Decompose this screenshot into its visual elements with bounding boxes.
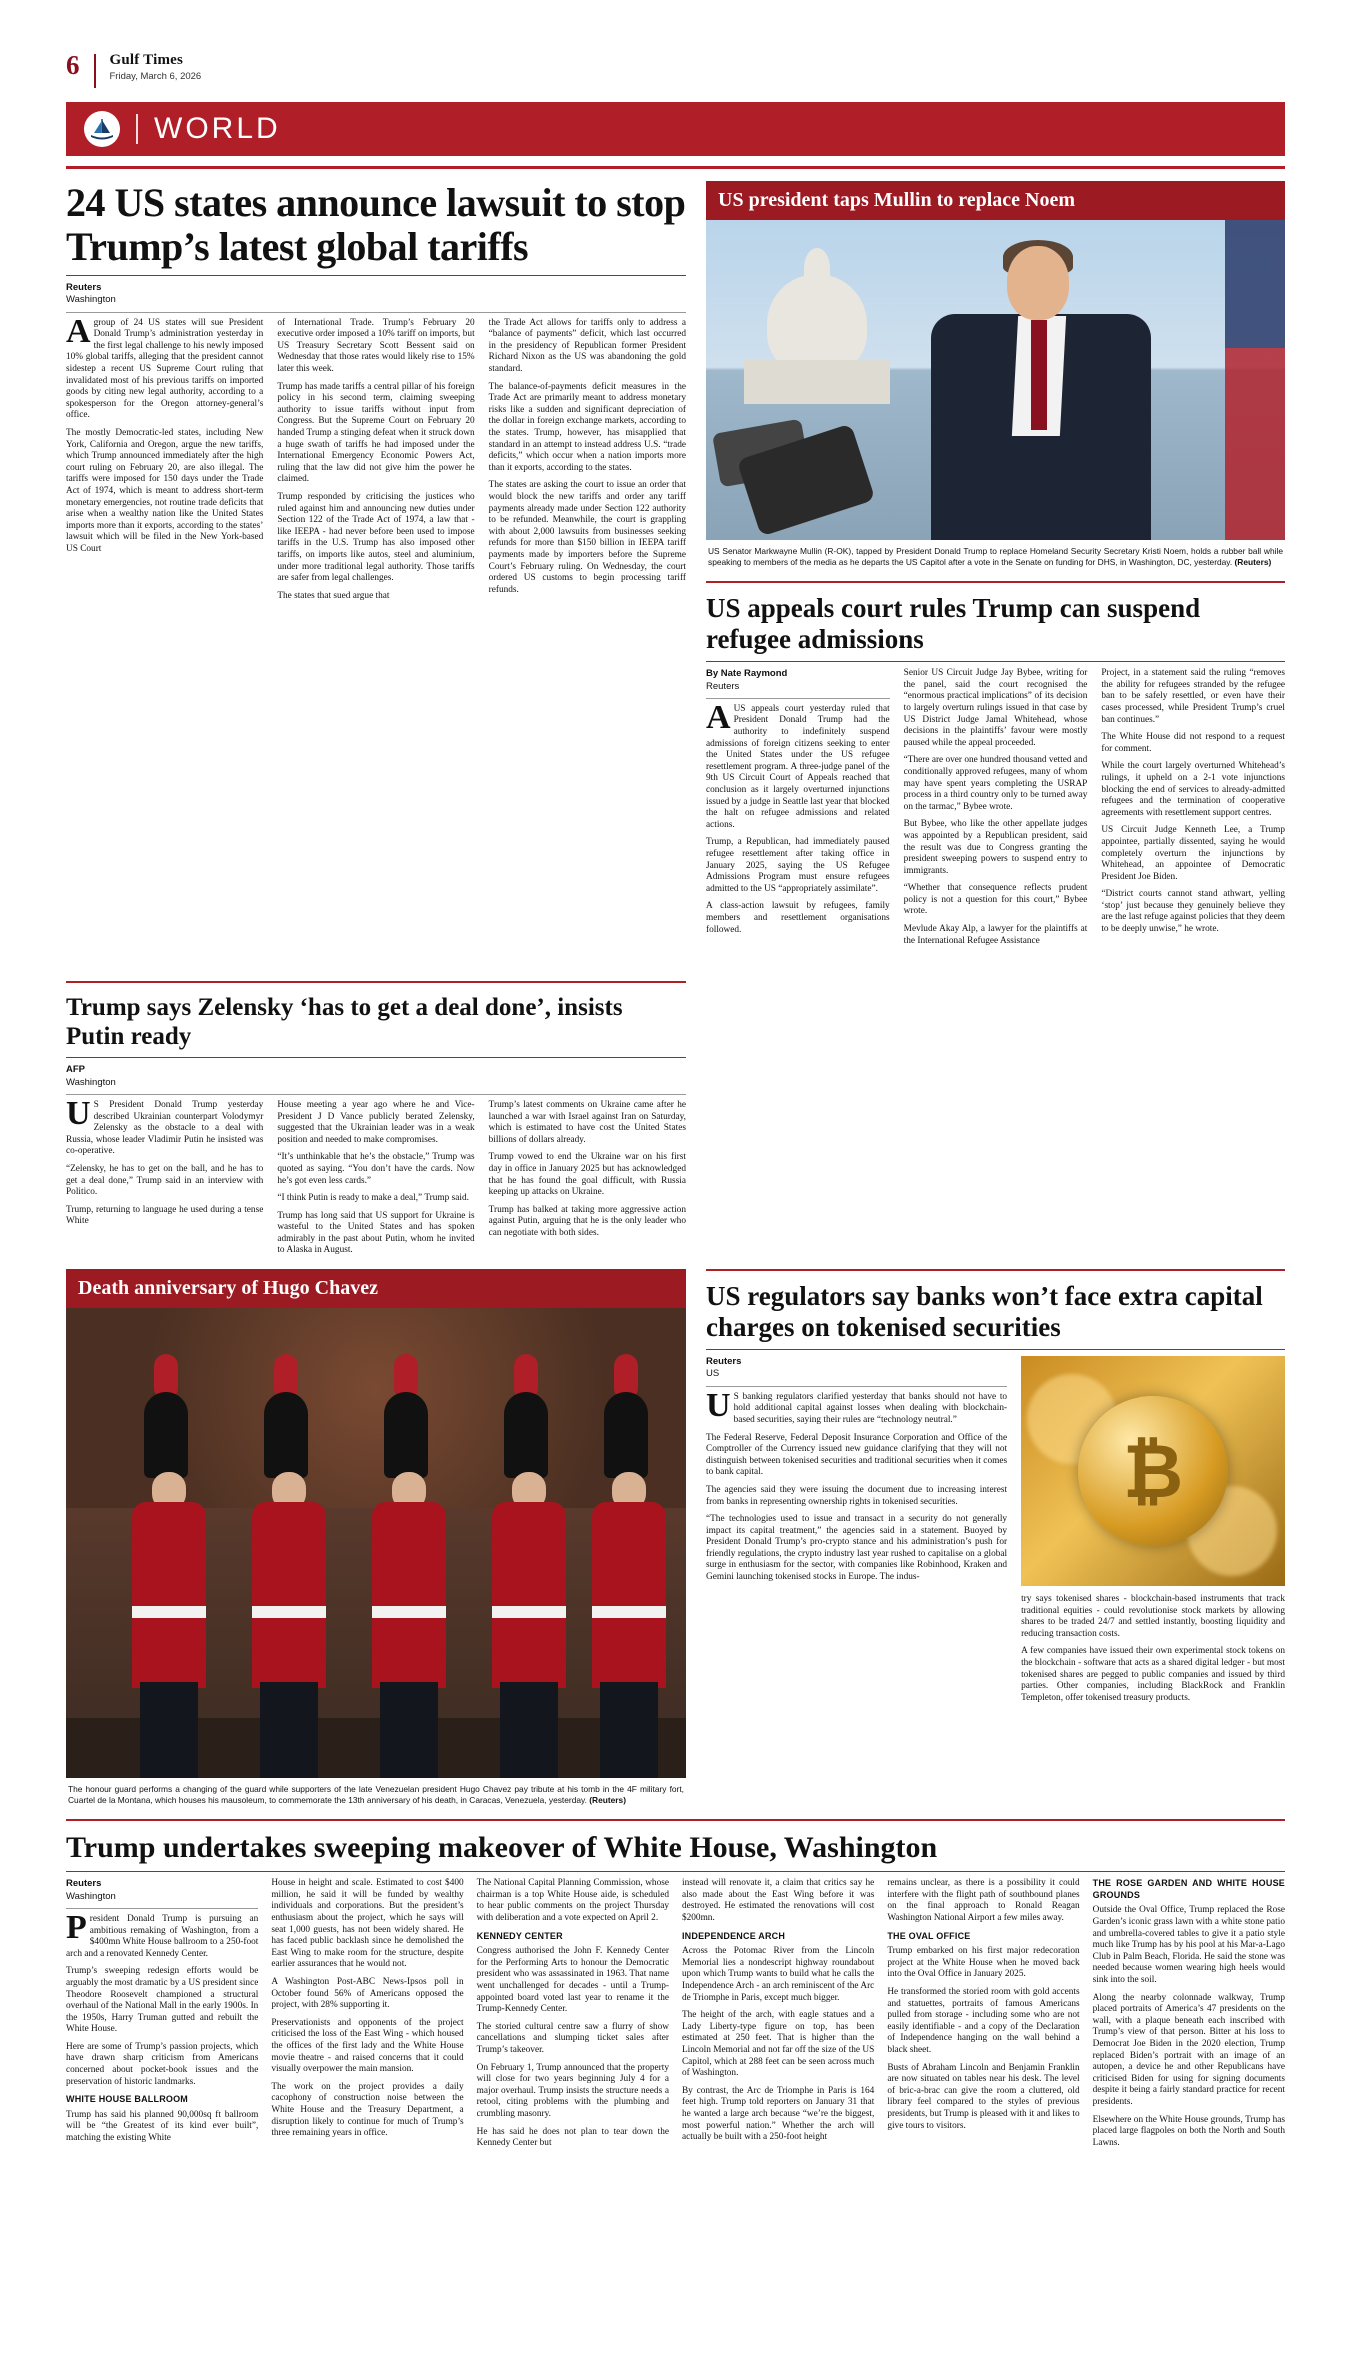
zelensky-para: Trump has balked at taking more aggressive action against Putin, arguing that he is the only leader who can negotiate with both sides. [488, 1204, 686, 1238]
lower-area [66, 1269, 1285, 1805]
lead-para: of International Trade. Trump’s February 20 executive order imposed a 10% tariff on imports, but US Treasury Secretary Scott Bessent said on Wednesday that those rates would likely rise to 15% later this week. [277, 317, 475, 375]
tokenised-para: US banking regulators clarified yesterday that banks should not have to hold additional capital against losses when dealing with blockchain-based securities, saying their rules are “technology neutral.” [706, 1386, 1008, 1425]
tokenised-byline-place: US [706, 1368, 720, 1380]
whitehouse-col-3 [477, 1878, 669, 2155]
top-area [66, 181, 1285, 953]
masthead [66, 0, 1285, 88]
whitehouse-subhead: THE OVAL OFFICE [887, 1930, 971, 1941]
whitehouse-byline [66, 1878, 258, 1903]
tokenised-byline [706, 1356, 1007, 1381]
refugee-para: While the court largely overturned Whitehead’s rulings, it upheld on a 2-1 vote injunctions blocking the end of services to already-admitted refugees and the termination of cooperative agreements with resettlement support centres. [1101, 761, 1286, 818]
photo-caption-chavez [66, 1778, 686, 1805]
zelensky-para: Trump, returning to language he used during a tense White [66, 1204, 264, 1227]
tokenised-columns [706, 1356, 1285, 1710]
refugee-para: The White House did not respond to a request for comment. [1101, 732, 1286, 754]
tokenised-para: The Federal Reserve, Federal Deposit Insurance Corporation and Office of the Comptroller of the Currency issued new guidance clarifying that they will not distinguish between tokenised securities and traditional securities when it comes to bank capital. [706, 1432, 1008, 1478]
lead-para: the Trade Act allows for tariffs only to address a “balance of payments” deficit, which last occurred in the presidency of Republican former President Richard Nixon as the US was abandoning the gold standard. [488, 317, 686, 375]
refugee-columns [706, 668, 1285, 953]
lead-byline-source: Reuters [66, 282, 102, 293]
refugee-byline [706, 668, 890, 693]
flag-backdrop [1225, 220, 1285, 540]
whitehouse-para: The work on the project provides a daily cacophony of construction noise between the White House and the Treasury Department, a disruption likely to continue for much of Trump’s three remaining years in office. [271, 2081, 464, 2139]
refugee-para: Trump, a Republican, had immediately paused refugee resettlement after taking office in January 2025, saying the US Refugee Admissions Program must ensure refugees admitted to the US “appropriately assimilate”. [706, 837, 890, 894]
whitehouse-para: Here are some of Trump’s passion projects, which have drawn sharp criticism from Americans concerned about pocket-book issues and the preservation of historic landmarks. [66, 2041, 259, 2087]
masthead-divider [94, 54, 96, 88]
photo-mullin [706, 220, 1285, 540]
whitehouse-columns [66, 1878, 1285, 2155]
whitehouse-col-4 [682, 1878, 874, 2155]
zelensky-columns [66, 1094, 686, 1263]
tokenised-para: “The technologies used to issue and transact in a security do not generally impact its capital treatment,” the agencies said in a statement. Buoyed by President Donald Trump’s pro-crypto stance and his administration’s push for friendly regulations, the crypto industry last year rushed to capitalise on a global surge in enthusiasm for the sector, with companies like Robinhood, Kraken and Gemini launching tokenised stocks in Europe. The indus- [706, 1514, 1008, 1583]
zelensky-para: Trump vowed to end the Ukraine war on his first day in office in January 2025 but has acknowledged that he has found the goal difficult, with Russia keeping up attacks on Ukraine. [488, 1152, 686, 1198]
lead-col-3 [489, 318, 686, 609]
caption-credit: (Reuters) [1234, 556, 1272, 567]
photo-chavez-guard [66, 1308, 686, 1778]
photo-title-chavez: Death anniversary of Hugo Chavez [66, 1269, 686, 1308]
whitehouse-byline-source: Reuters [66, 1878, 102, 1890]
tokenised-para: try says tokenised shares - blockchain-based instruments that track traditional equities - could revolutionise stock markets by allowing shares to be traded 24/7 and settled instantly, boosting liquidity and reducing transaction costs. [1021, 1594, 1285, 1639]
refugee-byline-rule [706, 698, 890, 699]
zelensky-rule [66, 981, 686, 983]
zelensky-col-1 [66, 1094, 264, 1263]
whitehouse-subhead: THE ROSE GARDEN AND WHITE HOUSE GROUNDS [1092, 1878, 1285, 1900]
refugee-para: “There are over one hundred thousand vetted and conditionally approved refugees, many of whom may have spent years completing the USRAP process in a third country only to be turned away on the tarmac,” Bybee wrote. [903, 755, 1088, 812]
zelensky-byline-place: Washington [66, 1076, 116, 1088]
capitol-dome-icon [742, 248, 892, 398]
top-right-column [706, 181, 1285, 953]
refugee-para: “District courts cannot stand athwart, yelling ‘stop’ just because they genuinely believe they are the last refuge against policies that they deem to be deeply unwise,” he wrote. [1101, 889, 1286, 935]
whitehouse-para: He has said he does not plan to tear down the Kennedy Center but [476, 2126, 669, 2149]
whitehouse-para: Trump embarked on his first major redecoration project at the White House when he moved back into the Oval Office in January 2025. [887, 1946, 1080, 1980]
whitehouse-para: Along the nearby colonnade walkway, Trump placed portraits of America’s 47 presidents on the wall, with a plaque beneath each inscribed with Trump’s view of that person. Bitter at his loss to Democrat Joe Biden in the 2020 election, Trump replaced Biden’s portrait with an image of an autopen, a device he and other Republicans have criticised Biden for using for signing documents despite it being a fairly standard practice for recent presidents. [1092, 1992, 1285, 2107]
chavez-photo-block [66, 1269, 686, 1805]
banner-divider [136, 114, 138, 144]
lead-byline [66, 282, 686, 307]
whitehouse-para: He transformed the storied room with gold accents and statuettes, portraits of famous Americans pulled from storage - including some who are not easily identifiable - and a copy of the Declaration of Independence hanging on the wall behind a black sheet. [887, 1987, 1080, 2055]
refugee-para: But Bybee, who like the other appellate judges was appointed by a Republican president, said the result was due to Congress granting the president sweeping powers to suspend entry to immigrants. [903, 819, 1088, 876]
whitehouse-para: Elsewhere on the White House grounds, Trump has placed large flagpoles on both the North and South Lawns. [1092, 2114, 1285, 2148]
refugee-rule [706, 581, 1285, 583]
lead-para: The mostly Democratic-led states, including New York, California and Oregon, argue the new tariffs, which Trump announced immediately after the high court ruling on February 20, are also illegal. The tariffs were imposed for 150 days under the Trade Act of 1974, which is meant to address short-term monetary emergencies, not routine trade deficits that arise when a wealthy nation like the United States imports more than it exports, according to the states’ lawsuit which will be filed in the New York-based US Court [66, 428, 264, 554]
refugee-para: Senior US Circuit Judge Jay Bybee, writing for the panel, said the court recognised the “enormous practical implications” of its decision to largely overturn rulings issued in that case by US District Judge Jamal Whitehead, whose decisions in the plaintiffs’ favour were mostly paused while the appeal proceeded. [903, 668, 1088, 748]
lead-article [66, 181, 686, 953]
refugee-headline-rule [706, 661, 1285, 662]
whitehouse-para: instead will renovate it, a claim that critics say he also made about the East Wing before it was destroyed. He estimated the renovations will cost $200mn. [681, 1878, 875, 1924]
section-title: WORLD [154, 112, 281, 145]
whitehouse-rule [66, 1819, 1285, 1821]
tokenised-headline-rule [706, 1349, 1285, 1350]
zelensky-article [66, 967, 686, 1263]
lead-para: Trump responded by criticising the justices who ruled against him and announcing new duties under Section 122 of the Trade Act of 1974, a law that - like IEEPA - had never before been used to impose tariffs in the U.S. Trump has also imposed other tariffs, on imports like autos, steel and aluminium, under more traditional legal authority. Those tariffs are safer from legal challenges. [277, 492, 475, 584]
lead-byline-place: Washington [66, 294, 116, 306]
caption-text: US Senator Markwayne Mullin (R-OK), tapped by President Donald Trump to replace Homeland Security Secretary Kristi Noem, holds a rubber ball while speaking to members of the media as he departs the US Capitol after a vote in the Senate on funding for DHS, in Washington, DC, yesterday. [708, 546, 1283, 567]
whitehouse-col-6 [1093, 1878, 1285, 2155]
whitehouse-para: A Washington Post-ABC News-Ipsos poll in October found 56% of Americans opposed the project, with 28% supporting it. [271, 1977, 464, 2011]
whitehouse-col-1 [66, 1878, 258, 2155]
lead-byline-rule [66, 312, 686, 313]
lead-para: The states that sued argue that [277, 590, 390, 601]
whitehouse-para: Across the Potomac River from the Lincoln Memorial lies a nondescript highway roundabout upon which Trump wants to build what he calls the Independence Arch - an arch reminiscent of the Arc de Triomphe in Paris, except much bigger. [681, 1946, 875, 2003]
refugee-col-3 [1101, 668, 1285, 953]
tokenised-para: A few companies have issued their own experimental stock tokens on the blockchain - software that acts as a shared digital ledger - but most tokenised shares are pegged to public companies and issued by third parties. Other companies, including BlackRock and Franklin Templeton, offer tokenised treasury products. [1021, 1646, 1285, 1703]
issue-date: Friday, March 6, 2026 [109, 70, 202, 82]
whitehouse-para: On February 1, Trump announced that the property will close for two years beginning July 4 for a major overhaul. Trump insists the structure needs a retool, citing problems with the plumbing and crumbling masonry. [476, 2062, 669, 2119]
lead-para: The balance-of-payments deficit measures in the Trade Act are primarily meant to address monetary risks like a sudden and significant depreciation of the dollar in foreign exchange markets, according to the states. Trump, however, has misapplied that standard in an attempt to instead address U.S. “trade deficits,” which occur when a nation imports more than it exports, according to the states. [488, 381, 686, 473]
lead-para: The states are asking the court to issue an order that would block the new tariffs and order any tariff payments already made under Section 122 authority to be refunded. Meanwhile, the court is grappling with about 2,000 lawsuits from businesses seeking refunds for more than $150 billion in IEEPA tariff payments made by importers before the Supreme Court’s February ruling. On Wednesday, the court ordered US customs to begin processing tariff refunds. [488, 480, 686, 595]
zelensky-para: Trump’s latest comments on Ukraine came after he launched a war with Israel against Iran on Saturday, which is estimated to have cost the United States billions of dollars already. [488, 1099, 686, 1145]
whitehouse-para: By contrast, the Arc de Triomphe in Paris is 164 feet high. Trump told reporters on January 31 that he wanted a large arch because “we’re the biggest, most powerful nation.” Whether the arch will actually be built with a 250-foot height [681, 2085, 875, 2143]
zelensky-byline [66, 1064, 686, 1089]
whitehouse-para: Outside the Oval Office, Trump replaced the Rose Garden’s iconic grass lawn with a white stone patio and umbrella-covered tables to give it a patio style much like Trump has by his pool at his Mar-a-Lago Club in Palm Beach, Florida. He said the stone was needed because women wearing high heels would sink into the soil. [1092, 1905, 1285, 1985]
refugee-para: “Whether that consequence reflects prudent policy is not a question for this court,” Bybee wrote. [903, 883, 1088, 917]
whitehouse-para: Preservationists and opponents of the project criticised the loss of the East Wing - which housed the offices of the first lady and the White House movie theatre - and raised concerns that it could visually overpower the main mansion. [271, 2017, 464, 2075]
bitcoin-coin-icon: ₿ [1078, 1396, 1228, 1546]
lead-col-1 [66, 312, 264, 609]
zelensky-byline-rule [66, 1094, 686, 1095]
whitehouse-para: The storied cultural centre saw a flurry of show cancellations and slumping ticket sales after Trump’s takeover. [476, 2021, 669, 2055]
section-banner [66, 102, 1285, 156]
refugee-col-2 [904, 668, 1088, 953]
person-figure [915, 240, 1165, 540]
photo-caption-mullin [706, 540, 1285, 567]
whitehouse-col-2 [271, 1878, 463, 2155]
tokenised-para: The agencies said they were issuing the document due to increasing interest from banks in representing ownership rights in tokenised securities. [706, 1484, 1008, 1507]
whitehouse-subhead: INDEPENDENCE ARCH [681, 1930, 786, 1941]
whitehouse-subhead: WHITE HOUSE BALLROOM [66, 2094, 188, 2105]
top-rule [66, 166, 1285, 169]
refugee-para: Project, in a statement said the ruling “removes the ability for refugees stranded by the refugee ban to be safely resettled, or even have their cases processed, while President Trump’s cruel ban continues.” [1101, 668, 1286, 725]
lead-headline: 24 US states announce lawsuit to stop Trump’s latest global tariffs [66, 180, 686, 269]
refugee-col-1 [706, 668, 890, 953]
whitehouse-article [66, 1819, 1285, 2155]
refugee-byline-author: By Nate Raymond [706, 668, 788, 680]
lead-rule [66, 275, 686, 276]
tokenised-byline-rule [706, 1386, 1007, 1387]
caption-text: The honour guard performs a changing of the guard while supporters of the late Venezuelan president Hugo Chavez pay tribute at his tomb in the 4F military fort, Cuartel de la Montana, which houses his mausoleum, to commemorate the 13th anniversary of his death, in Caracas, Venezuela, yesterday. [68, 1784, 684, 1805]
whitehouse-subhead: KENNEDY CENTER [476, 1930, 563, 1941]
refugee-byline-source: Reuters [706, 680, 740, 692]
refugee-headline: US appeals court rules Trump can suspend refugee admissions [706, 593, 1201, 655]
whitehouse-byline-rule [66, 1908, 258, 1909]
whitehouse-para: Trump has said his planned 90,000sq ft ballroom will be “the Greatest of its kind ever built”, matching the existing White [66, 2109, 259, 2144]
whitehouse-para: Trump’s sweeping redesign efforts would be arguably the most dramatic by a US president since Theodore Roosevelt championed a structural overhaul of the National Mall in the early 1900s. In the 1950s, Harry Truman gutted and rebuilt the White House. [66, 1966, 259, 2035]
tokenised-byline-source: Reuters [706, 1356, 742, 1368]
whitehouse-para: Congress authorised the John F. Kennedy Center for the Performing Arts to honour the Democratic president who was assassinated in 1963. That name went unchallenged for decades - until a Trump-appointed board voted last year to rename it the Trump-Kennedy Center. [476, 1946, 669, 2015]
zelensky-para: Trump has long said that US support for Ukraine is wasteful to the United States and has spoken admirably in the past about Putin, whom he invited to Alaska in August. [277, 1210, 475, 1256]
whitehouse-byline-place: Washington [66, 1890, 116, 1902]
tokenised-article [706, 1269, 1285, 1805]
zelensky-col-2 [277, 1100, 474, 1263]
caption-credit: (Reuters) [589, 1794, 626, 1805]
zelensky-headline: Trump says Zelensky ‘has to get a deal done’, insists Putin ready [66, 994, 623, 1051]
whitehouse-para: The height of the arch, with eagle statues and a Lady Liberty-type figure on top, has been estimated at 250 feet. That is higher than the Lincoln Memorial and not far off the size of the US Capitol, which at 288 feet can be seen across much of Washington. [681, 2010, 875, 2079]
photo-title-mullin: US president taps Mullin to replace Noem [706, 181, 1285, 220]
whitehouse-para: President Donald Trump is pursuing an ambitious remaking of Washington, from a $400mn White House ballroom to a 250-foot arch and a renovated Kennedy Center. [66, 1908, 259, 1959]
tokenised-col-2 [1021, 1356, 1285, 1710]
gulf-times-logo-icon [84, 111, 120, 147]
zelensky-para: “Zelensky, he has to get on the ball, and he has to get a deal done,” Trump said in an interview with Politico. [66, 1163, 264, 1198]
lead-columns [66, 312, 686, 609]
refugee-para: AUS appeals court yesterday ruled that President Donald Trump had the authority to indefinitely suspend admissions of foreign citizens seeking to enter the United States under the US refugee resettlement program. A three-judge panel of the 9th US Circuit Court of Appeals reached that conclusion as it largely overturned injunctions issued by a judge in Seattle last year that blocked the halt on refugee admissions and related actions. [706, 698, 890, 830]
mid-area [66, 967, 1285, 1263]
zelensky-col-3 [489, 1100, 686, 1263]
lead-para: Agroup of 24 US states will sue President Donald Trump’s administration yesterday in the first legal challenge to his newly imposed 10% global tariffs, alleging that the president cannot sidestep a recent US Supreme Court ruling that invalidated most of his previous tariffs on imported goods by citing new legal authority, according to a spokesperson for the Oregon attorney-general’s office. [66, 312, 264, 421]
whitehouse-para: The National Capital Planning Commission, whose chairman is a top White House aide, is scheduled to hear public comments on the project Thursday with deliberation and a vote expected on April 2. [476, 1878, 669, 1924]
tokenised-rule [706, 1269, 1285, 1271]
tokenised-col-1 [706, 1356, 1007, 1710]
page-number: 6 [66, 50, 80, 80]
zelensky-para: US President Donald Trump yesterday described Ukrainian counterpart Volodymyr Zelensky as the obstacle to a deal with Russia, whose leader Vladimir Putin he insisted was co-operative. [66, 1094, 264, 1157]
zelensky-para: House meeting a year ago where he and Vice-President J D Vance publicly berated Zelensky, suggested that the Ukrainian leader was in a weak position and needed to make compromises. [277, 1099, 475, 1145]
zelensky-byline-source: AFP [66, 1064, 85, 1076]
zelensky-para: “I think Putin is ready to make a deal,” Trump said. [277, 1193, 469, 1204]
lead-para: Trump has made tariffs a central pillar of his foreign policy in his second term, claiming sweeping authority to issue tariffs without input from Congress. But the Supreme Court on February 20 handed Trump a stinging defeat when it struck down a huge swath of tariffs he had imposed under the International Emergency Economic Powers Act, ruling that the law did not give him the power he claimed. [277, 381, 475, 485]
refugee-para: A class-action lawsuit by refugees, family members and resettlement organisations followed. [706, 901, 890, 935]
whitehouse-headline: Trump undertakes sweeping makeover of White House, Washington [66, 1831, 938, 1865]
zelensky-para: “It’s unthinkable that he’s the obstacle,” Trump was quoted as saying. “You don’t have the cards. Now he’s got even less cards.” [277, 1152, 475, 1186]
refugee-para: US Circuit Judge Kenneth Lee, a Trump appointee, partially dissented, saying he would completely overturn the injunctions by Whitehead, an appointee of Democratic President Joe Biden. [1101, 825, 1286, 882]
paper-name: Gulf Times [109, 52, 184, 68]
mid-right-spacer [706, 967, 1285, 1263]
whitehouse-para: Busts of Abraham Lincoln and Benjamin Franklin are now situated on tables near his desk. The level of bric-a-brac can give the room a cluttered, old library feel compared to the styles of previous presidents, but Trump is pleased with it and likes to give tours to visitors. [887, 2062, 1080, 2131]
zelensky-headline-rule [66, 1057, 686, 1058]
whitehouse-col-5 [887, 1878, 1079, 2155]
whitehouse-headline-rule [66, 1871, 1285, 1872]
lead-col-2 [277, 318, 474, 609]
tokenised-headline: US regulators say banks won’t face extra capital charges on tokenised securities [706, 1281, 1263, 1343]
whitehouse-para: House in height and scale. Estimated to cost $400 million, he said it will be funded by wealthy individuals and corporations. But the president’s enthusiasm about the project, which he says will seat 1,000 guests, has not been widely shared. He has faced public backlash since he demolished the East Wing to make room for the structure, despite earlier assurances that he would not. [271, 1878, 464, 1970]
whitehouse-para: remains unclear, as there is a possibility it could interfere with the flight path of southbound planes on the final approach to Ronald Reagan Washington National Airport a few miles away. [887, 1878, 1080, 1924]
photo-bitcoin [1021, 1356, 1285, 1586]
refugee-para: Mevlude Akay Alp, a lawyer for the plaintiffs at the International Refugee Assistance [903, 924, 1088, 946]
